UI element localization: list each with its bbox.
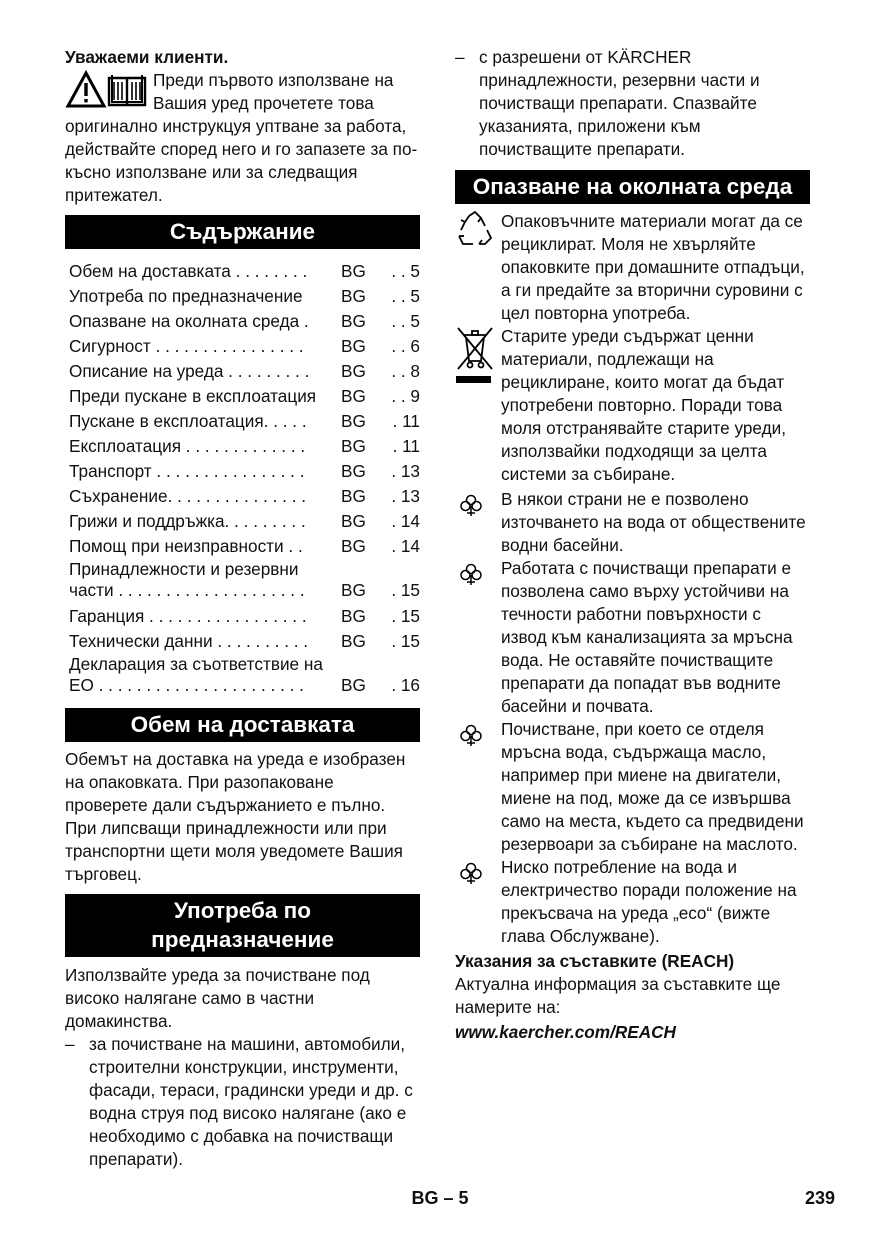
- environment-heading: Опазване на околната среда: [455, 170, 810, 204]
- left-column: [65, 46, 420, 1171]
- toc-row[interactable]: Декларация за съответствие на ЕО . . . . . . . . . . . . . . . . . . . . . . BG . 16: [69, 654, 420, 695]
- warning-manual-icon: [65, 70, 150, 110]
- toc-row[interactable]: Употреба по предназначение BG . . 5: [69, 286, 420, 306]
- intended-use-text: Използвайте уреда за почистване под високо налягане само в частни домакинства.: [65, 965, 370, 1031]
- recycle-item: Опаковъчните материали могат да се рециклират. Моля не хвърляйте опаковките при домашните отпадъци, а ги предайте за вторични суровини с цел повторна употреба.: [455, 210, 810, 325]
- eco-tip-icon: [457, 860, 485, 888]
- toc-row[interactable]: Сигурност . . . . . . . . . . . . . . . . BG . . 6: [69, 336, 420, 356]
- toc-row[interactable]: Помощ при неизправности . . BG . 14: [69, 536, 420, 556]
- toc-row[interactable]: Пускане в експлоатация. . . . . BG . 11: [69, 411, 420, 431]
- intro-rest: оригинално инструкцуя уптване за работа, действайте според него и го запазете за по-късно използване или за следващия притежател.: [65, 116, 418, 205]
- toc-row[interactable]: Обем на доставката . . . . . . . . BG . . 5: [69, 261, 420, 281]
- toc-row[interactable]: Опазване на околната среда . BG . . 5: [69, 311, 420, 331]
- toc-row[interactable]: Преди пускане в експлоатация BG . . 9: [69, 386, 420, 406]
- eco-tip-icon: [457, 722, 485, 750]
- page-number: 239: [804, 1188, 835, 1208]
- list-item: – за почистване на машини, автомобили, строителни конструкции, инструменти, фасади, тераси, градински уреди и др. с водна струя под високо налягане (ако е необходимо с добавка на почистващи препарати).: [65, 1034, 413, 1169]
- delivery-text: Обемът на доставка на уреда е изобразен на опаковката. При разопаковане проверете дали съдържанието е пълно. При липсващи принадлежности или при транспортни щети моля уведомете Вашия търговец.: [65, 749, 406, 884]
- toc-row[interactable]: Транспорт . . . . . . . . . . . . . . . . BG . 13: [69, 461, 420, 481]
- crossed-bin-icon: [455, 325, 495, 387]
- contents-heading: Съдържание: [65, 215, 420, 249]
- tip-item: Почистване, при което се отделя мръсна вода, съдържаща масло, например при миене на двигатели, миене на под, може да се извършва само на места, където са предвидени резервоари за събиране на маслото.: [455, 718, 810, 856]
- toc-row[interactable]: Съхранение. . . . . . . . . . . . . . . BG . 13: [69, 486, 420, 506]
- reach-link[interactable]: www.kaercher.com/REACH: [455, 1022, 676, 1042]
- toc-row[interactable]: Принадлежности и резервни части . . . . . . . . . . . . . . . . . . . . BG . 15: [69, 559, 420, 600]
- footer-section-label: BG – 5: [411, 1188, 469, 1208]
- table-of-contents: [65, 259, 420, 696]
- recycle-icon: [455, 210, 495, 250]
- intended-use-heading: Употреба по предназначение: [65, 894, 420, 957]
- tip-item: В някои страни не е позволено източването на вода от обществените водни басейни.: [455, 488, 810, 557]
- eco-tip-icon: [457, 492, 485, 520]
- tip-item: Работата с почистващи препарати е позволена само върху устойчиви на течности работни повърхности с извод към канализацията за мръсна вода. Не оставяйте почистващите препарати да попадат във водните басейни и почвата.: [455, 557, 810, 718]
- reach-text: Актуална информация за съставките ще намерите на:: [455, 974, 781, 1017]
- delivery-heading: Обем на доставката: [65, 708, 420, 742]
- right-column: [455, 46, 810, 1044]
- greeting: Уважаеми клиенти.: [65, 47, 229, 67]
- toc-row[interactable]: Описание на уреда . . . . . . . . . BG . . 8: [69, 361, 420, 381]
- toc-row[interactable]: Грижи и поддръжка. . . . . . . . . BG . 14: [69, 511, 420, 531]
- weee-item: Старите уреди съдържат ценни материали, подлежащи на рециклиране, които могат да бъдат употребени повторно. Поради това моля отстранявайте старите уреди, използвайки подходящи за целта системи за събиране.: [455, 325, 810, 486]
- toc-row[interactable]: Гаранция . . . . . . . . . . . . . . . . . BG . 15: [69, 606, 420, 626]
- tip-item: Ниско потребление на вода и електричество поради положение на прекъсвача на уреда „eco“ (вижте глава Обслужване).: [455, 856, 810, 948]
- intro-first: Преди първото използване на Вашия уред прочетете това: [153, 70, 394, 113]
- list-item: – с разрешени от KÄRCHER принадлежности, резервни части и почистващи препарати. Спазвайте указанията, приложени към почистващите препарати.: [455, 47, 760, 159]
- intro-block: [65, 69, 420, 207]
- toc-row[interactable]: Технически данни . . . . . . . . . . BG . 15: [69, 631, 420, 651]
- eco-tip-icon: [457, 561, 485, 589]
- toc-row[interactable]: Експлоатация . . . . . . . . . . . . . BG . 11: [69, 436, 420, 456]
- reach-heading: Указания за съставките (REACH): [455, 951, 735, 971]
